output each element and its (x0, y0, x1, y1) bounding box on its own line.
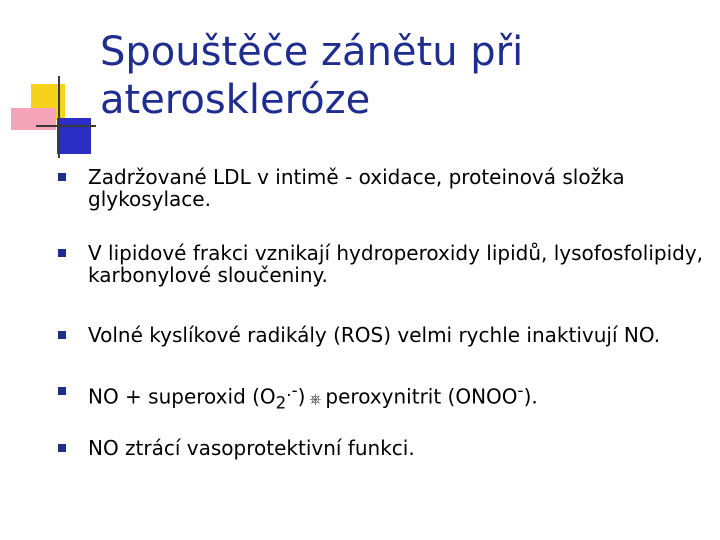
bullet-square-icon (58, 249, 66, 257)
reaction-arrow-icon: ⎈ (309, 389, 322, 408)
bullet-4-subscript: 2 (275, 393, 287, 413)
bullet-text-1: Zadržované LDL v intimě - oxidace, proteinová složka glykosylace. (88, 165, 625, 211)
slide-title (100, 28, 523, 124)
slide-title-line-1: Spouštěče zánětu při (100, 29, 524, 75)
slide-title-line-2: ateroskleróze (100, 77, 371, 123)
bullet-4-part-4: ). (523, 384, 538, 409)
bullet-4-part-2: ) (297, 384, 306, 409)
bullet-text-5: NO ztrácí vasoprotektivní funkci. (88, 436, 415, 460)
bullet-square-icon (58, 331, 66, 339)
bullet-square-icon (58, 387, 66, 395)
decor-blue-square (57, 118, 91, 154)
bullet-4-superscript-2: - (517, 381, 524, 400)
decor-horizontal-line (36, 125, 96, 127)
bullet-4-part-1: NO + superoxid (O (88, 384, 276, 409)
bullet-4-superscript-1: .- (286, 381, 298, 400)
bullet-square-icon (58, 173, 66, 181)
bullet-text-4 (88, 380, 708, 415)
decor-vertical-line (58, 76, 60, 158)
bullet-text-2: V lipidové frakci vznikají hydroperoxidy lipidů, lysofosfolipidy, karbonylové sloučeniny. (88, 241, 704, 287)
bullet-square-icon (58, 444, 66, 452)
bullet-text-3: Volné kyslíkové radikály (ROS) velmi rychle inaktivují NO. (88, 323, 661, 347)
bullet-4-part-3: peroxynitrit (ONOO (325, 384, 518, 409)
